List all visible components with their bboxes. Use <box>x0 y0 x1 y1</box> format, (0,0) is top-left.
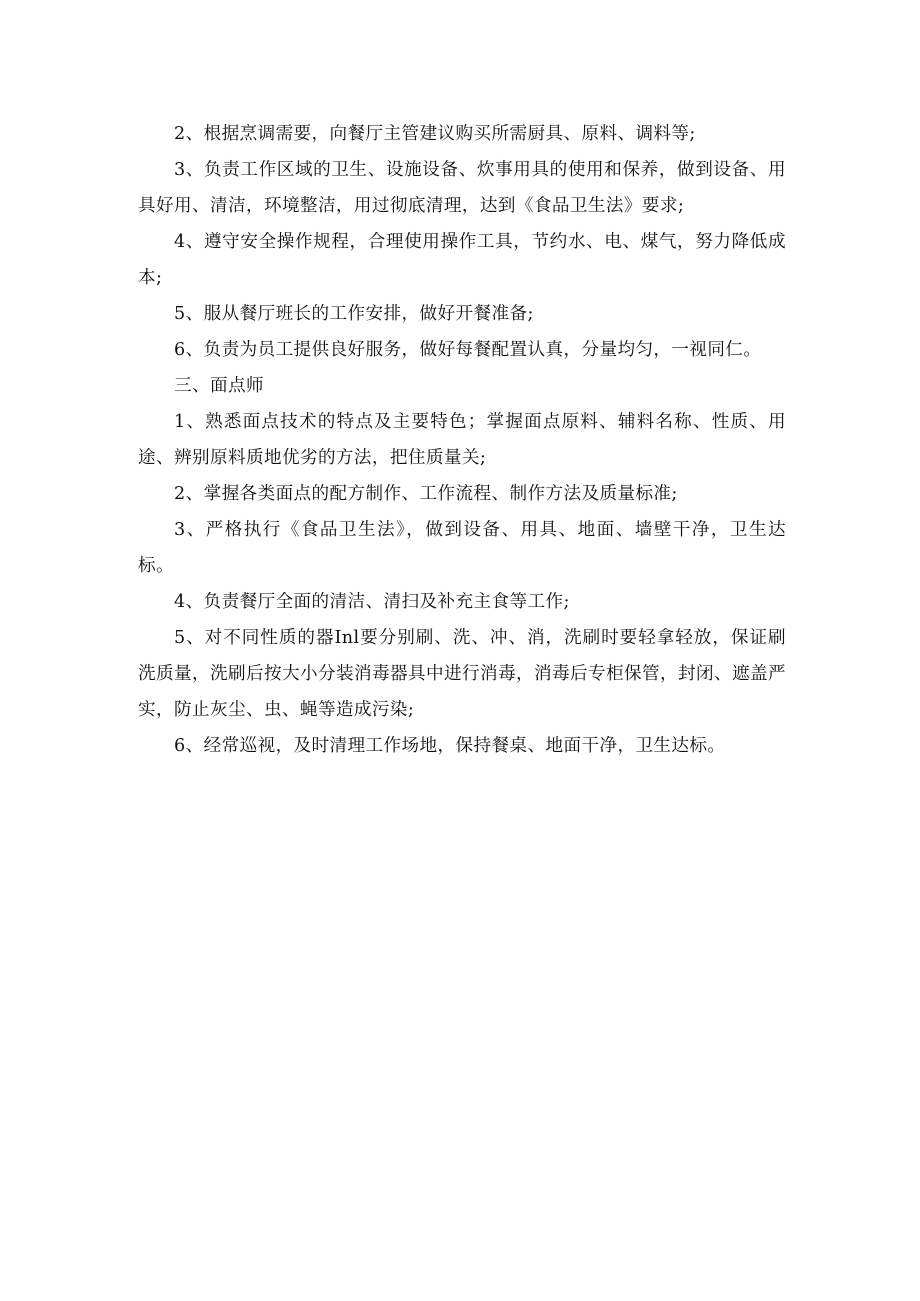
paragraph-pastry-item-4: 4、负责餐厅全面的清洁、清扫及补充主食等工作; <box>174 592 570 612</box>
paragraph-cook-item-3: 3、负责工作区域的卫生、设施设备、炊事用具的使用和保养，做到设备、用具好用、清洁，环境整洁，用过彻底清理，达到《食品卫生法》要求; <box>138 160 786 216</box>
paragraph-pastry-item-6: 6、经常巡视，及时清理工作场地，保持餐桌、地面干净，卫生达标。 <box>174 736 726 756</box>
paragraph-pastry-item-1: 1、熟悉面点技术的特点及主要特色；掌握面点原料、辅料名称、性质、用途、辨别原料质地优劣的方法，把住质量关; <box>138 412 786 468</box>
paragraph-cook-item-2: 2、根据烹调需要，向餐厅主管建议购买所需厨具、原料、调料等; <box>174 124 696 144</box>
document-body <box>138 116 786 764</box>
paragraph-cook-item-5: 5、服从餐厅班长的工作安排，做好开餐准备; <box>174 304 534 324</box>
paragraph-cook-item-4: 4、遵守安全操作规程，合理使用操作工具，节约水、电、煤气，努力降低成本; <box>138 232 786 288</box>
section-heading-pastry-chef: 三、面点师 <box>174 376 264 396</box>
paragraph-pastry-item-5: 5、对不同性质的器Inl要分别刷、洗、冲、消，洗刷时要轻拿轻放，保证刷洗质量，洗刷后按大小分装消毒器具中进行消毒，消毒后专柜保管，封闭、遮盖严实，防止灰尘、虫、蝇等造成污染; <box>138 628 786 720</box>
paragraph-pastry-item-3: 3、严格执行《食品卫生法》，做到设备、用具、地面、墙壁干净，卫生达标。 <box>138 520 786 576</box>
paragraph-cook-item-6: 6、负责为员工提供良好服务，做好每餐配置认真，分量均匀，一视同仁。 <box>174 340 762 360</box>
paragraph-pastry-item-2: 2、掌握各类面点的配方制作、工作流程、制作方法及质量标准; <box>174 484 678 504</box>
